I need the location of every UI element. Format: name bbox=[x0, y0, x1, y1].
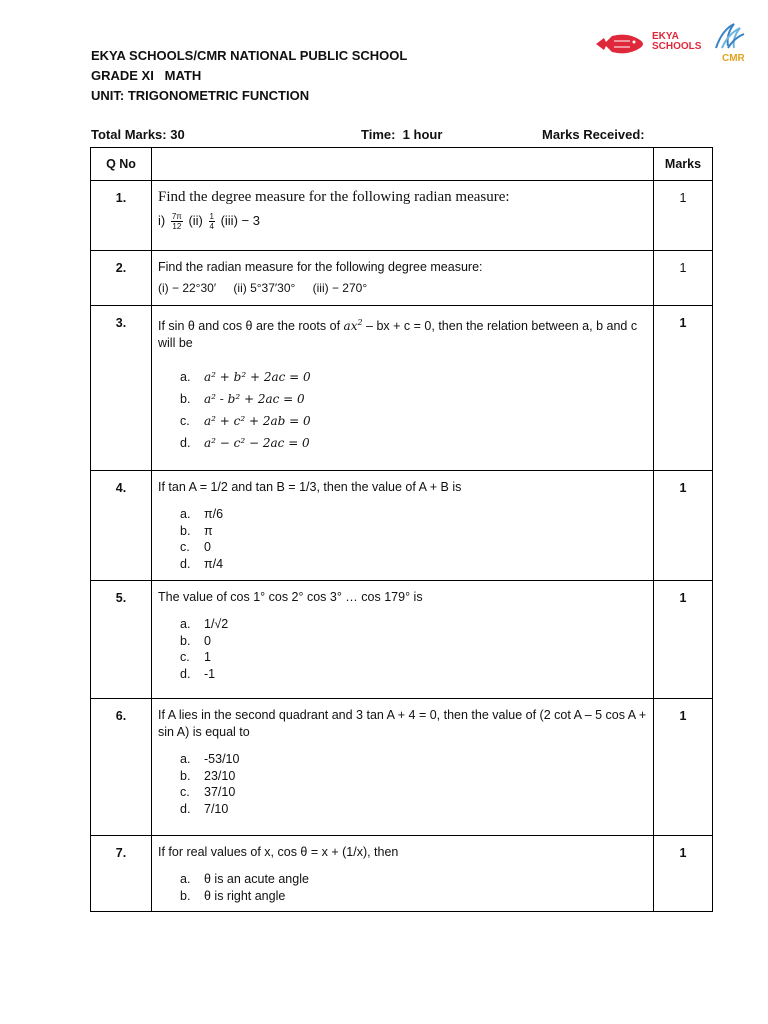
list-item bbox=[180, 666, 647, 683]
time-allowed: Time: 1 hour bbox=[361, 127, 443, 142]
q1-fraction-2-num: 1 bbox=[209, 212, 214, 222]
question-marks: 1 bbox=[654, 836, 713, 912]
table-row bbox=[91, 836, 713, 912]
list-item bbox=[180, 888, 647, 905]
school-logos bbox=[594, 20, 764, 70]
list-item bbox=[180, 432, 647, 454]
question-marks: 1 bbox=[654, 181, 713, 251]
q2-parts bbox=[158, 280, 647, 297]
option-text: θ is right angle bbox=[204, 888, 286, 903]
table-row bbox=[91, 181, 713, 251]
q3-text-part1: If sin θ and cos θ are the roots of bbox=[158, 319, 341, 333]
q5-text: The value of cos 1° cos 2° cos 3° … cos 179° is bbox=[158, 590, 423, 604]
total-marks: Total Marks: 30 bbox=[91, 127, 185, 142]
option-label: d. bbox=[180, 666, 191, 681]
q7-options bbox=[180, 871, 647, 904]
q1-parts bbox=[158, 212, 647, 231]
q1-fraction-1 bbox=[171, 212, 183, 231]
question-number: 5. bbox=[91, 581, 152, 699]
option-label: d. bbox=[180, 801, 191, 816]
question-text bbox=[152, 471, 654, 581]
table-row bbox=[91, 699, 713, 836]
option-text: 1/√2 bbox=[204, 617, 229, 631]
option-text: π/4 bbox=[204, 556, 224, 571]
option-text: -53/10 bbox=[204, 752, 240, 766]
grade-subject: GRADE XI MATH bbox=[91, 68, 202, 83]
list-item bbox=[180, 801, 647, 818]
option-label: b. bbox=[180, 633, 191, 648]
q1-text: Find the degree measure for the following radian measure: bbox=[158, 189, 510, 205]
question-number: 1. bbox=[91, 181, 152, 251]
q2-part-i: (i) − 22°30′ bbox=[158, 281, 217, 295]
option-label: b. bbox=[180, 888, 191, 903]
option-text: π/6 bbox=[204, 507, 224, 521]
q1-part-i: i) bbox=[158, 213, 166, 228]
marks-received: Marks Received: bbox=[542, 127, 645, 142]
option-text: 0 bbox=[204, 540, 211, 554]
q2-part-iii: (iii) − 270° bbox=[312, 281, 368, 295]
ekya-fish-logo-icon bbox=[594, 32, 650, 56]
option-label: d. bbox=[180, 556, 191, 571]
option-text: 23/10 bbox=[204, 768, 236, 783]
question-text bbox=[152, 251, 654, 306]
ekya-line2: SCHOOLS bbox=[652, 41, 702, 52]
option-label: a. bbox=[180, 507, 191, 521]
option-text: 0 bbox=[204, 633, 211, 648]
question-text bbox=[152, 836, 654, 912]
question-text bbox=[152, 699, 654, 836]
q1-part-iii: (iii) − 3 bbox=[220, 213, 260, 228]
list-item bbox=[180, 871, 647, 888]
list-item bbox=[180, 751, 647, 768]
q4-text: If tan A = 1/2 and tan B = 1/3, then the value of A + B is bbox=[158, 480, 462, 494]
option-text: a² - b² + 2ac = 0 bbox=[204, 392, 305, 406]
question-text bbox=[152, 306, 654, 471]
q3-options bbox=[180, 366, 647, 454]
ekya-logo-text bbox=[652, 32, 701, 52]
list-item bbox=[180, 556, 647, 573]
option-text: -1 bbox=[204, 666, 216, 681]
question-text bbox=[152, 581, 654, 699]
q4-options bbox=[180, 506, 647, 572]
table-row bbox=[91, 251, 713, 306]
option-text: π bbox=[204, 523, 213, 538]
question-marks: 1 bbox=[654, 306, 713, 471]
q1-fraction-2 bbox=[209, 212, 215, 231]
q2-part-ii: (ii) 5°37′30° bbox=[233, 281, 296, 295]
q3-text-part2: – bx + c = 0, then the relation between a, b and c will be bbox=[158, 319, 638, 350]
table-row bbox=[91, 581, 713, 699]
option-text: a² − c² − 2ac = 0 bbox=[204, 436, 310, 450]
option-text: a² + c² + 2ab = 0 bbox=[204, 414, 311, 428]
question-marks: 1 bbox=[654, 471, 713, 581]
q3-text bbox=[158, 314, 647, 352]
question-number: 2. bbox=[91, 251, 152, 306]
school-name: EKYA SCHOOLS/CMR NATIONAL PUBLIC SCHOOL bbox=[91, 48, 408, 63]
q1-part-ii: (ii) bbox=[188, 213, 203, 228]
option-label: a. bbox=[180, 370, 191, 384]
q1-fraction-2-den: 4 bbox=[209, 222, 214, 232]
list-item bbox=[180, 768, 647, 785]
q7-text: If for real values of x, cos θ = x + (1/x), then bbox=[158, 845, 399, 859]
question-header bbox=[152, 148, 654, 181]
option-text: a² + b² + 2ac = 0 bbox=[204, 370, 311, 384]
question-number: 3. bbox=[91, 306, 152, 471]
question-text bbox=[152, 181, 654, 251]
ekya-line1: EKYA bbox=[652, 31, 679, 42]
option-text: 7/10 bbox=[204, 801, 229, 816]
option-label: a. bbox=[180, 872, 191, 886]
q1-fraction-1-num: 7π bbox=[171, 212, 182, 222]
option-text: θ is an acute angle bbox=[204, 872, 309, 886]
q1-fraction-1-den: 12 bbox=[172, 222, 182, 232]
question-number: 6. bbox=[91, 699, 152, 836]
list-item bbox=[180, 410, 647, 432]
option-label: c. bbox=[180, 650, 190, 664]
table-header-row bbox=[91, 148, 713, 181]
list-item bbox=[180, 649, 647, 666]
q6-text: If A lies in the second quadrant and 3 tan A + 4 = 0, then the value of (2 cot A – 5 cos A + sin A) is equal to bbox=[158, 708, 647, 739]
q3-ax-squared: $ax^2$ bbox=[343, 318, 363, 333]
list-item bbox=[180, 523, 647, 540]
option-label: c. bbox=[180, 540, 190, 554]
option-label: b. bbox=[180, 392, 191, 406]
option-label: c. bbox=[180, 785, 190, 799]
table-row bbox=[91, 471, 713, 581]
option-label: a. bbox=[180, 617, 191, 631]
option-label: b. bbox=[180, 768, 191, 783]
list-item bbox=[180, 506, 647, 523]
list-item bbox=[180, 539, 647, 556]
question-marks: 1 bbox=[654, 581, 713, 699]
qno-header: Q No bbox=[91, 148, 152, 181]
cmr-swan-logo-icon bbox=[712, 20, 748, 54]
option-text: 37/10 bbox=[204, 785, 236, 799]
cmr-logo-text: CMR bbox=[722, 53, 745, 64]
unit-title: UNIT: TRIGONOMETRIC FUNCTION bbox=[91, 88, 310, 103]
list-item bbox=[180, 388, 647, 410]
questions-table bbox=[90, 147, 713, 912]
q2-text: Find the radian measure for the following degree measure: bbox=[158, 260, 483, 274]
table-row bbox=[91, 306, 713, 471]
option-label: c. bbox=[180, 414, 190, 428]
question-number: 7. bbox=[91, 836, 152, 912]
marks-header: Marks bbox=[654, 148, 713, 181]
document-header bbox=[91, 46, 407, 106]
option-label: d. bbox=[180, 436, 191, 450]
question-marks: 1 bbox=[654, 251, 713, 306]
option-label: a. bbox=[180, 752, 191, 766]
q6-options bbox=[180, 751, 647, 817]
list-item bbox=[180, 366, 647, 388]
question-marks: 1 bbox=[654, 699, 713, 836]
q3-ax: ax bbox=[343, 319, 358, 333]
q5-options bbox=[180, 616, 647, 682]
question-number: 4. bbox=[91, 471, 152, 581]
list-item bbox=[180, 616, 647, 633]
option-text: 1 bbox=[204, 650, 211, 664]
option-label: b. bbox=[180, 523, 191, 538]
list-item bbox=[180, 633, 647, 650]
list-item bbox=[180, 784, 647, 801]
